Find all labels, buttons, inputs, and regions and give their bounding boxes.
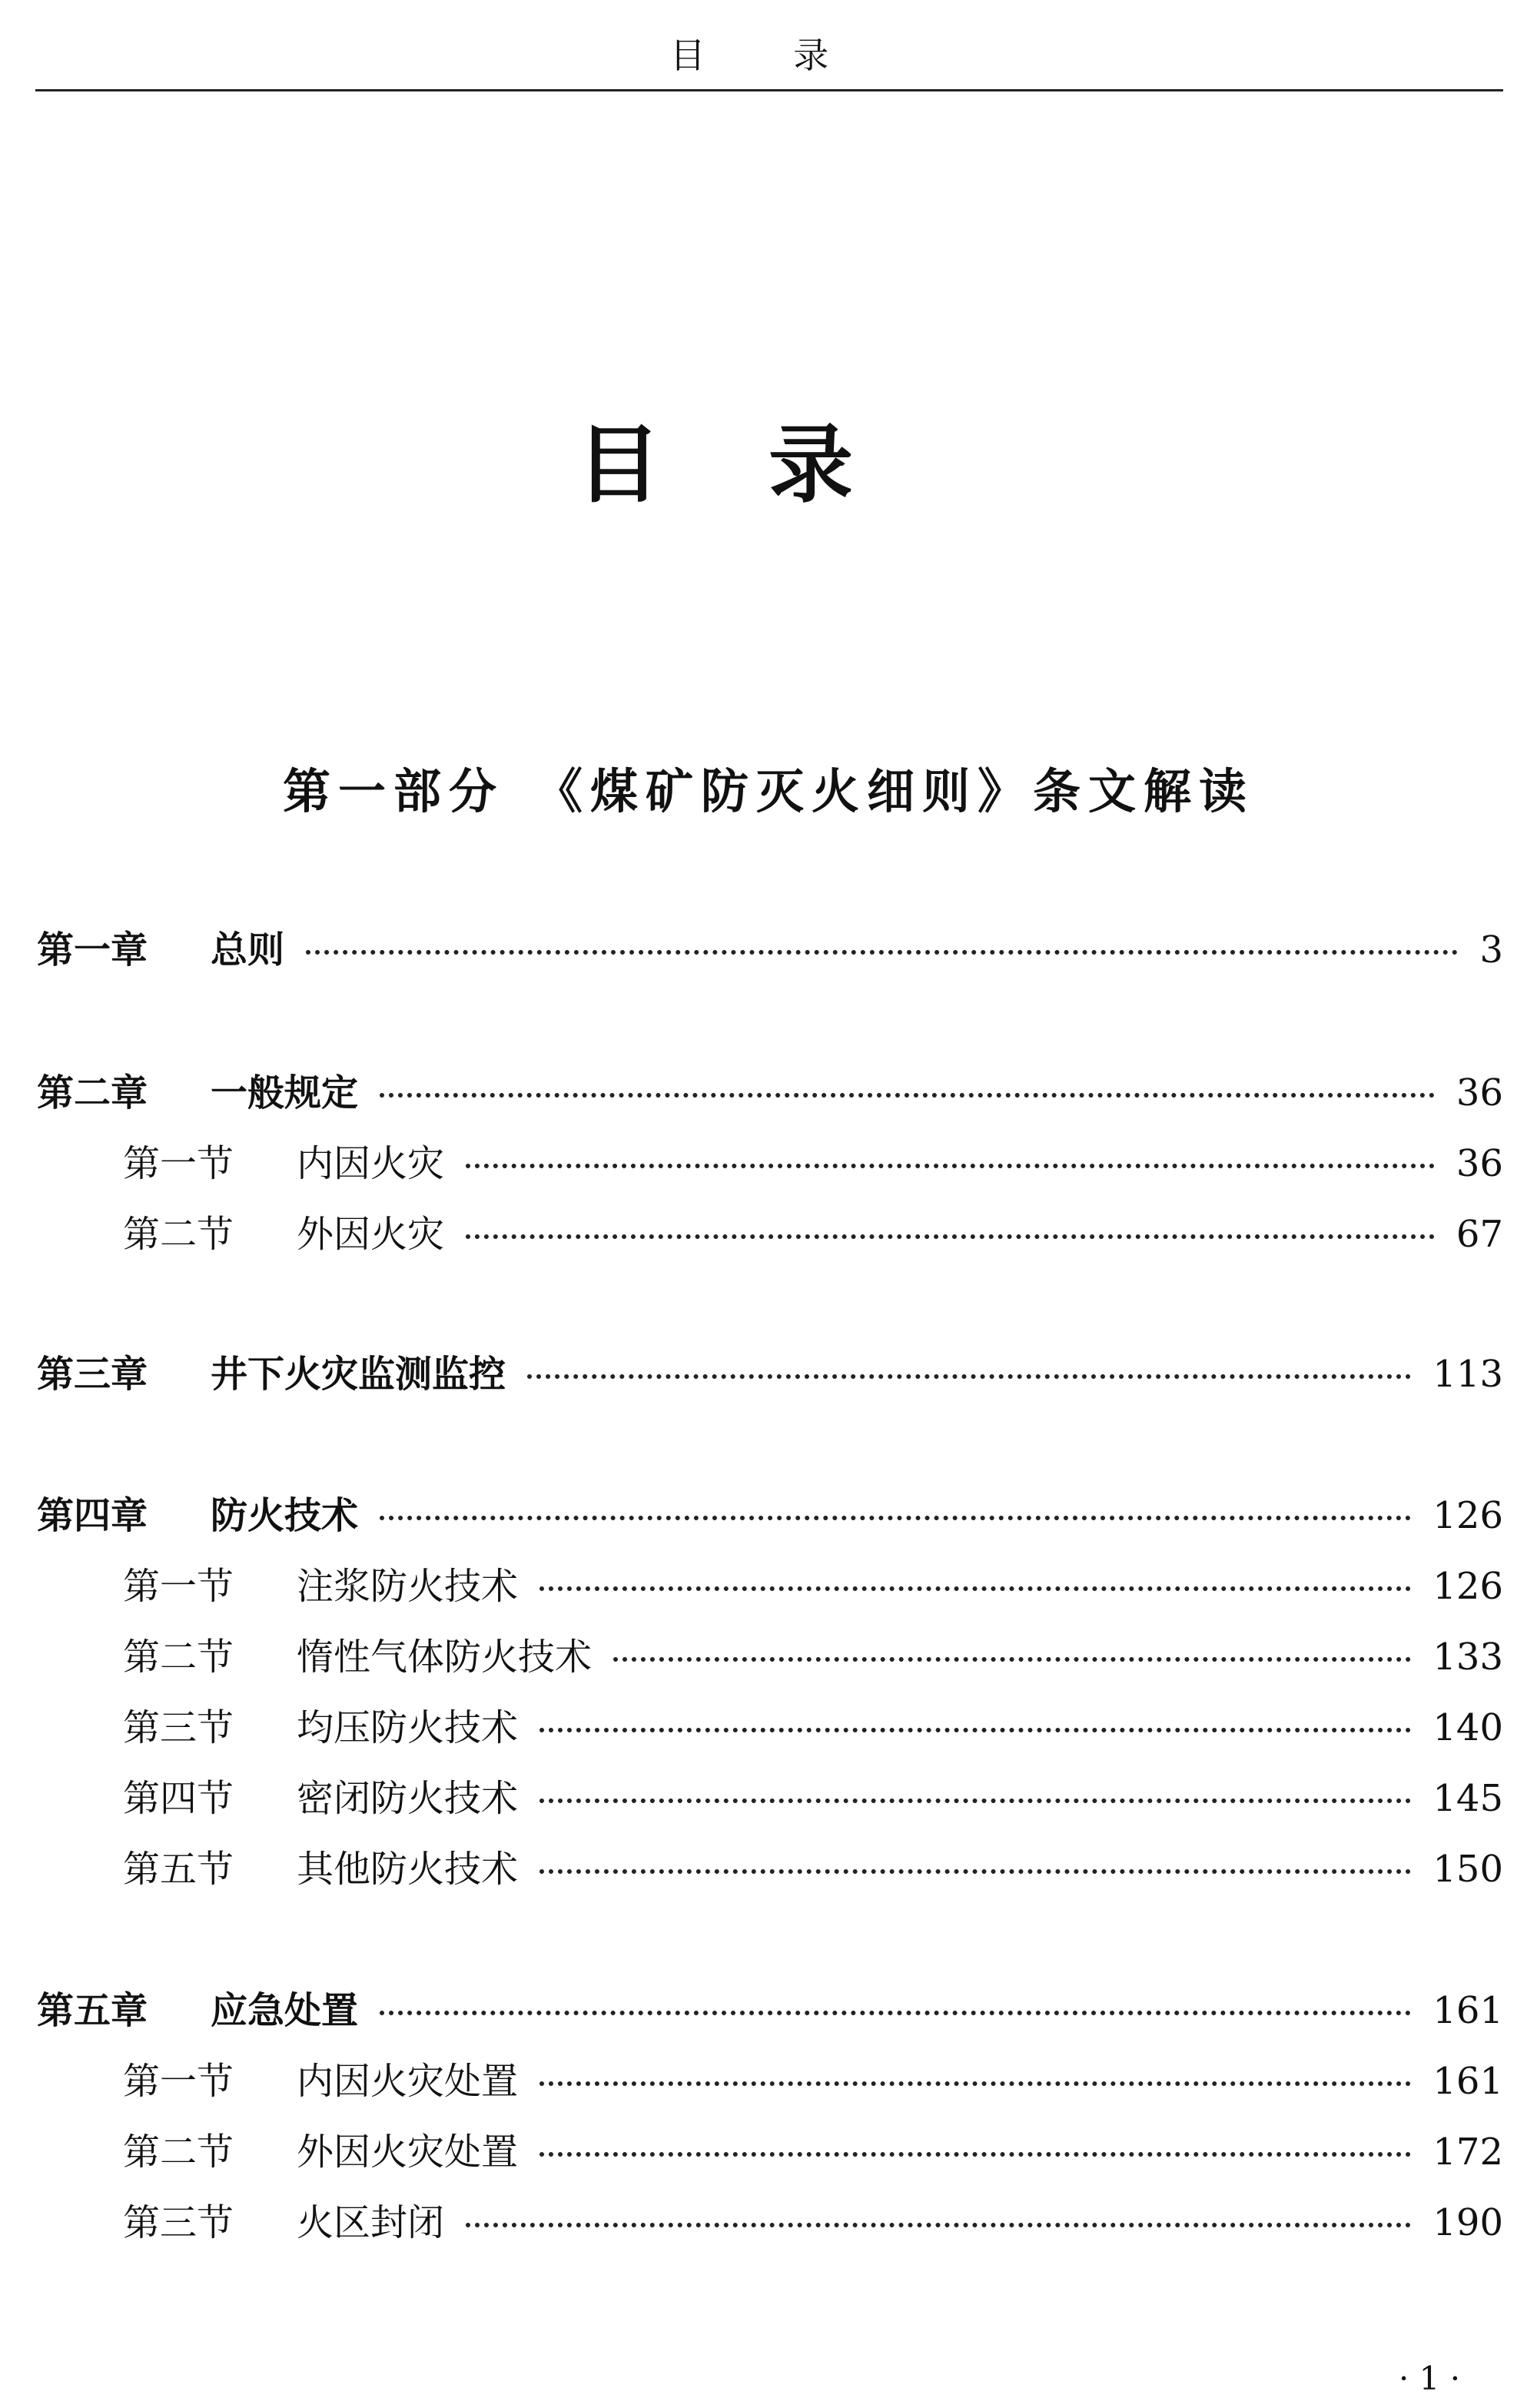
toc-title: 火区封闭 [297, 2201, 445, 2244]
page-number: · 1 · [1398, 2360, 1461, 2397]
toc-page-number: 126 [1432, 1494, 1503, 1537]
toc-page-number: 150 [1432, 1848, 1503, 1891]
dot-leader [539, 1728, 1411, 1732]
dot-leader [539, 1869, 1411, 1874]
toc-title: 其他防火技术 [297, 1848, 519, 1891]
part-text: 《煤矿防灭火细则》条文解读 [535, 763, 1255, 819]
toc-page-number: 126 [1432, 1565, 1503, 1608]
toc-title: 内因火灾处置 [297, 2060, 519, 2103]
toc-label: 第一节 [123, 1565, 234, 1608]
toc-label: 第四节 [123, 1777, 234, 1820]
dot-leader [539, 2081, 1411, 2086]
dot-leader [466, 1234, 1435, 1239]
toc-label: 第二章 [37, 1071, 148, 1114]
toc-entry-chapter-4[interactable] [37, 1485, 1503, 1546]
toc-title: 注浆防火技术 [297, 1565, 519, 1608]
toc-entry-section[interactable] [123, 1626, 1503, 1688]
toc-page-number: 161 [1432, 2060, 1503, 2103]
toc-page-number: 172 [1432, 2131, 1503, 2174]
toc-label: 第三节 [123, 1706, 234, 1749]
dot-leader [466, 1164, 1435, 1168]
dot-leader [539, 1586, 1411, 1591]
toc-entry-section[interactable] [123, 2051, 1503, 2112]
toc-title: 外因火灾处置 [297, 2131, 519, 2174]
toc-page-number: 113 [1432, 1353, 1503, 1396]
toc-page-number: 140 [1432, 1706, 1503, 1749]
dot-leader [306, 950, 1458, 955]
dot-leader [527, 1374, 1411, 1379]
toc-label: 第四章 [37, 1494, 148, 1537]
toc-page-number: 145 [1432, 1777, 1503, 1820]
toc-entry-section[interactable] [123, 1697, 1503, 1759]
toc-page-number: 67 [1456, 1213, 1503, 1256]
toc-title: 惰性气体防火技术 [297, 1636, 593, 1679]
toc-entry-chapter-2[interactable] [37, 1062, 1503, 1124]
toc-page-number: 36 [1456, 1142, 1503, 1185]
toc-entry-section[interactable] [123, 1556, 1503, 1617]
toc-label: 第一节 [123, 2060, 234, 2103]
toc-entry-section[interactable] [123, 1204, 1503, 1265]
page-title: 目录 [576, 416, 961, 514]
toc-page-number: 161 [1432, 1989, 1503, 2032]
dot-leader [380, 2011, 1411, 2015]
toc-title: 内因火灾 [297, 1142, 445, 1185]
toc-title: 井下火灾监测监控 [211, 1353, 506, 1396]
toc-title: 应急处置 [211, 1989, 359, 2032]
part-label: 第一部分 [282, 763, 504, 819]
toc-label: 第一章 [37, 928, 148, 972]
toc-label: 第五章 [37, 1989, 148, 2032]
dot-leader [539, 1799, 1411, 1803]
toc-label: 第二节 [123, 1636, 234, 1679]
toc-entry-section[interactable] [123, 1838, 1503, 1900]
toc-entry-chapter-1[interactable] [37, 919, 1503, 981]
toc-page-number: 190 [1432, 2201, 1503, 2244]
toc-label: 第二节 [123, 2131, 234, 2174]
toc-title: 防火技术 [211, 1494, 359, 1537]
running-head: 目 录 [669, 35, 868, 76]
toc-entry-section[interactable] [123, 1133, 1503, 1194]
toc-label: 第三章 [37, 1353, 148, 1396]
toc-entry-section[interactable] [123, 2121, 1503, 2183]
toc-entry-chapter-3[interactable] [37, 1343, 1503, 1405]
toc-label: 第一节 [123, 1142, 234, 1185]
toc-label: 第三节 [123, 2201, 234, 2244]
toc-title: 总则 [211, 928, 285, 972]
toc-entry-chapter-5[interactable] [37, 1980, 1503, 2041]
toc-entry-section[interactable] [123, 1768, 1503, 1829]
toc-page-number: 133 [1432, 1636, 1503, 1679]
dot-leader [380, 1516, 1411, 1520]
toc-entry-section[interactable] [123, 2192, 1503, 2254]
dot-leader [466, 2223, 1411, 2227]
toc-label: 第二节 [123, 1213, 234, 1256]
dot-leader [539, 2152, 1411, 2157]
toc-page-number: 36 [1456, 1071, 1503, 1114]
toc-page-number: 3 [1479, 928, 1503, 972]
toc-title: 密闭防火技术 [297, 1777, 519, 1820]
toc-title: 一般规定 [211, 1071, 359, 1114]
toc-label: 第五节 [123, 1848, 234, 1891]
dot-leader [613, 1657, 1411, 1662]
toc-title: 外因火灾 [297, 1213, 445, 1256]
toc-title: 均压防火技术 [297, 1706, 519, 1749]
dot-leader [380, 1093, 1435, 1098]
